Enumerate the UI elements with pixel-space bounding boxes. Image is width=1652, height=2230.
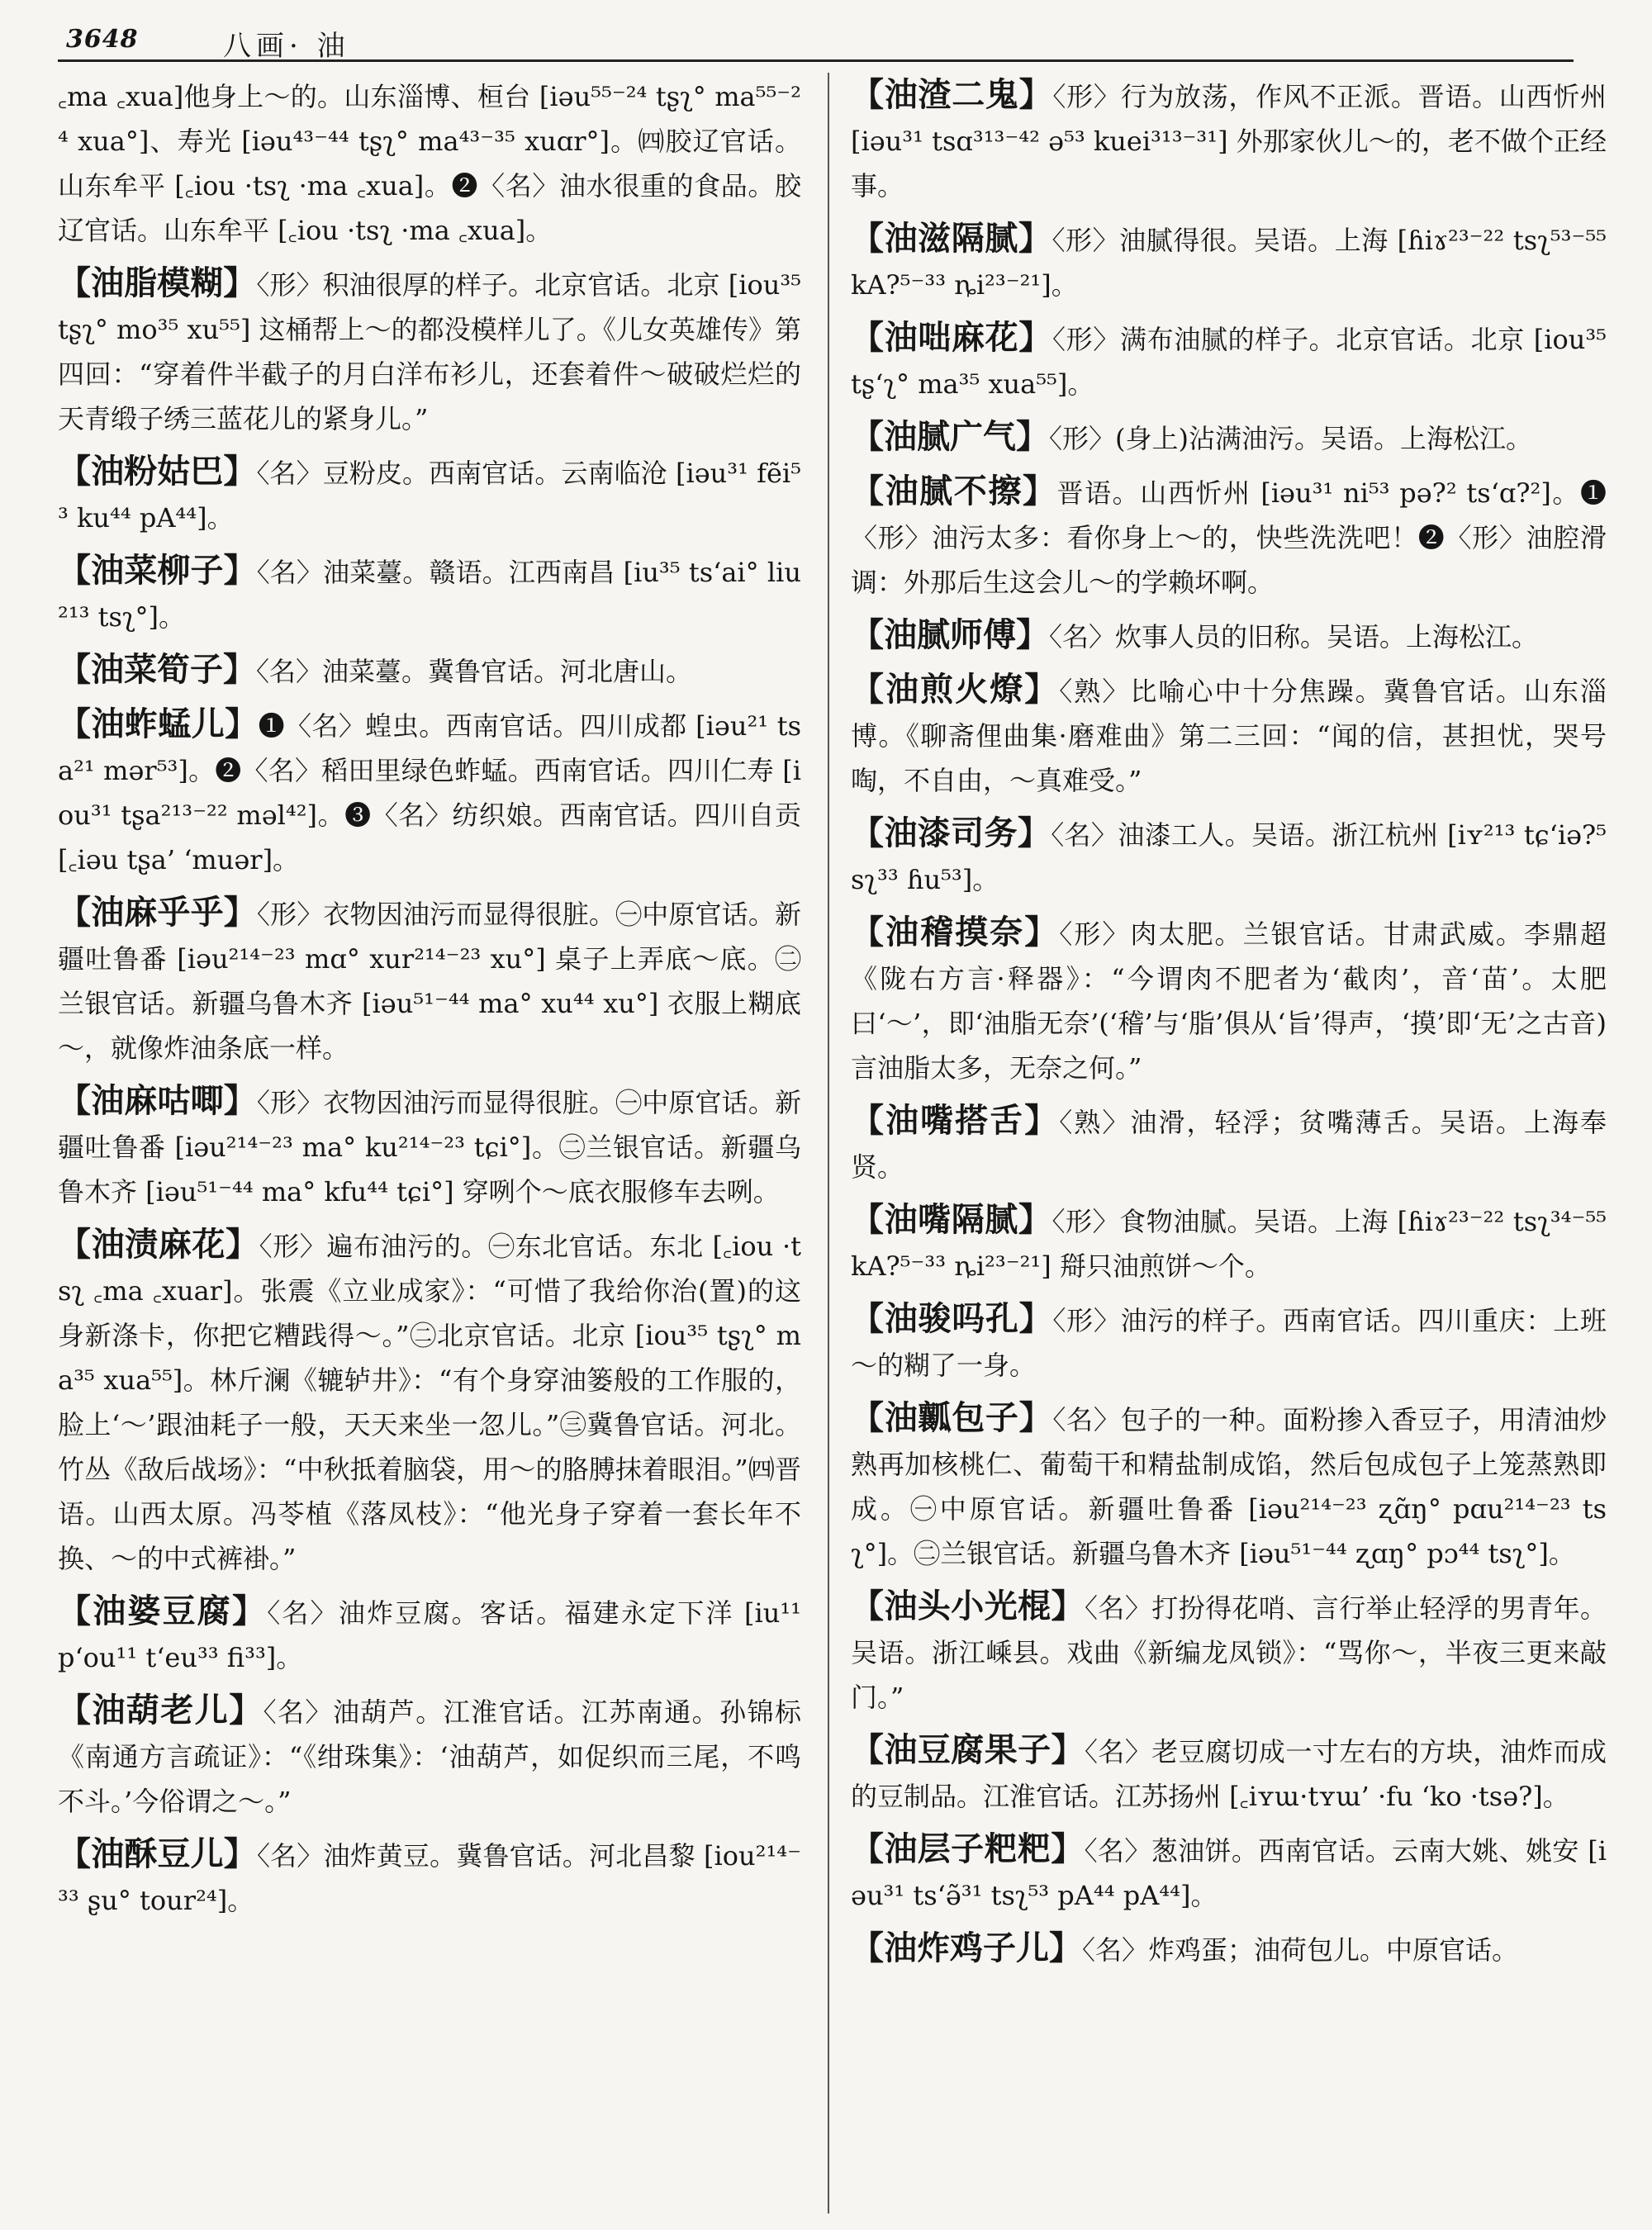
dictionary-entry: [851, 910, 1607, 1090]
dictionary-entry: [58, 449, 801, 540]
entry-headword: 【油麻咕唧】: [58, 1081, 257, 1120]
dictionary-entry: [851, 1926, 1607, 1972]
entry-definition: 〈形〉衣物因油污而显得很脏。㊀中原官话。新疆吐鲁番 [iəu²¹⁴⁻²³ ma° ku²¹⁴⁻²³ tɕi°]。㊁兰银官话。新疆乌鲁木齐 [iəu⁵¹⁻⁴⁴ ma° kfu⁴⁴ tɕi°] 穿咧个～底衣服修车去咧。: [58, 1087, 801, 1208]
entry-definition: ꜀ma ꜀xua]他身上～的。山东淄博、桓台 [iəu⁵⁵⁻²⁴ tʂʅ° ma⁵⁵⁻²⁴ xua°]、寿光 [iəu⁴³⁻⁴⁴ tʂʅ° ma⁴³⁻³⁵ xuɑr°]。㈣胶辽官话。山东牟平 [꜀iou ·tsʅ ·ma ꜀xua]。❷〈名〉油水很重的食品。胶辽官话。山东牟平 [꜀iou ·tsʅ ·ma ꜀xua]。: [58, 81, 801, 246]
entry-definition: 〈名〉葱油饼。西南官话。云南大姚、姚安 [iəu³¹ ts‘ə̃³¹ tsʅ⁵³ pA⁴⁴ pA⁴⁴]。: [851, 1835, 1607, 1911]
entry-definition: 〈形〉(身上)沾满油污。吴语。上海松江。: [1049, 423, 1532, 454]
entry-headword: 【油炸鸡子儿】: [851, 1929, 1082, 1967]
dictionary-entry: [851, 1827, 1607, 1918]
dictionary-entry: [58, 1222, 801, 1581]
dictionary-entry: [58, 548, 801, 639]
dictionary-entry: [851, 1198, 1607, 1288]
dictionary-entry: [851, 415, 1607, 461]
entry-definition: 〈名〉打扮得花哨、言行举止轻浮的男青年。吴语。浙江嵊县。戏曲《新编龙凤锁》：“骂你～，半夜三更来敲门。”: [851, 1592, 1607, 1713]
entry-headword: 【油脂模糊】: [58, 263, 257, 302]
entry-headword: 【油滋隔腻】: [851, 219, 1052, 258]
entry-headword: 【油漆司务】: [851, 814, 1051, 852]
right-column: [851, 73, 1607, 2222]
dictionary-entry: [851, 216, 1607, 307]
entry-headword: 【油婆豆腐】: [58, 1592, 268, 1630]
entry-headword: 【油腻不擦】: [851, 472, 1057, 510]
dictionary-entry: [58, 702, 801, 882]
entry-definition: 〈名〉炊事人员的旧称。吴语。上海松江。: [1049, 621, 1539, 652]
dictionary-entry: [58, 1832, 801, 1923]
entry-headword: 【油骏吗孔】: [851, 1299, 1053, 1338]
dictionary-entry: [58, 1079, 801, 1214]
entry-headword: 【油蚱蜢儿】: [58, 705, 259, 743]
entry-definition: 〈形〉积油很厚的样子。北京官话。北京 [iou³⁵ tʂʅ° mo³⁵ xu⁵⁵] 这桶帮上～的都没模样儿了。《儿女英雄传》第四回：“穿着件半截子的月白洋布衫儿，还套着件～破破烂烂的天青缎子绣三蓝花儿的紧身儿。”: [58, 269, 801, 434]
entry-definition: 〈形〉油污的样子。西南官话。四川重庆：上班～的糊了一身。: [851, 1305, 1607, 1381]
entry-definition: 〈名〉豆粉皮。西南官话。云南临沧 [iəu³¹ fẽi⁵³ ku⁴⁴ pA⁴⁴]。: [58, 458, 801, 534]
entry-headword: 【油渍麻花】: [58, 1225, 259, 1264]
entry-headword: 【油稽摸奈】: [851, 913, 1060, 951]
dictionary-entry: [58, 890, 801, 1070]
entry-definition: 〈形〉食物油腻。吴语。上海 [ɦiɤ²³⁻²² tsʅ³⁴⁻⁵⁵ kA?⁵⁻³³ ȵi²³⁻²¹] 搿只油煎饼～个。: [851, 1206, 1607, 1282]
entry-headword: 【油粉姑巴】: [58, 452, 257, 491]
entry-definition: 〈熟〉比喻心中十分焦躁。冀鲁官话。山东淄博。《聊斋俚曲集·磨难曲》第二三回：“闻的信，甚担忧，哭号啕，不自由，～真难受。”: [851, 676, 1607, 796]
entry-definition: 〈名〉油葫芦。江淮官话。江苏南通。孙锦标《南通方言疏证》：“《绀珠集》：‘油葫芦，如促织而三尾，不鸣不斗。’今俗谓之～。”: [58, 1696, 801, 1817]
column-divider: [828, 73, 829, 2213]
entry-headword: 【油嘴搭舌】: [851, 1101, 1060, 1140]
dictionary-entry: [851, 1584, 1607, 1720]
dictionary-entry: [851, 469, 1607, 605]
dictionary-entry: [58, 73, 801, 253]
entry-definition: ❶〈名〉蝗虫。西南官话。四川成都 [iəu²¹ tsa²¹ mər⁵³]。❷〈名〉稻田里绿色蚱蜢。西南官话。四川仁寿 [iou³¹ tʂa²¹³⁻²² məl⁴²]。❸〈名〉纺织娘。西南官话。四川自贡 [꜀iəu tʂa’ ‘muər]。: [58, 710, 801, 875]
entry-definition: 〈形〉遍布油污的。㊀东北官话。东北 [꜀iou ·tsʅ ꜀ma ꜀xuar]。张震《立业成家》：“可惜了我给你治(置)的这身新涤卡，你把它糟践得～。”㊁北京官话。北京 [iou³⁵ tʂʅ° ma³⁵ xua⁵⁵]。林斤澜《辘轳井》：“有个身穿油篓般的工作服的，脸上‘～’跟油耗子一般，天天来坐一忽儿。”㊂冀鲁官话。河北。竹丛《敌后战场》：“中秋抵着脑袋，用～的胳膊抹着眼泪。”㈣晋语。山西太原。冯苓植《落凤枝》：“他光身子穿着一套长年不换、～的中式裤褂。”: [58, 1231, 801, 1574]
section-heading: 八画· 油: [223, 30, 350, 63]
entry-headword: 【油层子粑粑】: [851, 1829, 1085, 1868]
dictionary-entry: [851, 316, 1607, 406]
entry-headword: 【油菜筍子】: [58, 650, 256, 689]
entry-definition: 〈形〉肉太肥。兰银官话。甘肃武威。李鼎超《陇右方言·释器》：“今谓肉不肥者为‘截肉’，音‘苗’。太肥曰‘～’，即‘油脂无奈’(‘稽’与‘脂’俱从‘旨’得声，‘摸’即‘无’之古音)言油脂太多，无奈之何。”: [851, 918, 1607, 1084]
header-rule: [58, 59, 1574, 62]
entry-headword: 【油麻乎乎】: [58, 893, 257, 932]
entry-headword: 【油煎火燎】: [851, 670, 1060, 709]
entry-definition: 〈形〉油腻得很。吴语。上海 [ɦiɤ²³⁻²² tsʅ⁵³⁻⁵⁵ kA?⁵⁻³³ ȵi²³⁻²¹]。: [851, 225, 1607, 301]
dictionary-entry: [58, 648, 801, 694]
entry-headword: 【油豆腐果子】: [851, 1730, 1085, 1769]
entry-definition: 〈形〉满布油腻的样子。北京官话。北京 [iou³⁵ tʂ‘ʅ° ma³⁵ xua⁵⁵]。: [851, 324, 1607, 400]
dictionary-entry: [851, 1297, 1607, 1388]
entry-definition: 〈名〉老豆腐切成一寸左右的方块，油炸而成的豆制品。江淮官话。江苏扬州 [꜀iʏɯ·tʏɯ’ ·fu ‘ko ·tsə?]。: [851, 1736, 1607, 1812]
entry-definition: 〈名〉包子的一种。面粉掺入香豆子，用清油炒熟再加核桃仁、葡萄干和精盐制成馅，然后包成包子上笼蒸熟即成。㊀中原官话。新疆吐鲁番 [iəu²¹⁴⁻²³ ʐɑ̃ŋ° pɑu²¹⁴⁻²³ tsʅ°]。㊁兰银官话。新疆乌鲁木齐 [iəu⁵¹⁻⁴⁴ ʐɑŋ° pɔ⁴⁴ tsʅ°]。: [851, 1404, 1607, 1569]
entry-definition: 〈名〉油漆工人。吴语。浙江杭州 [iʏ²¹³ tɕ‘iə?⁵ sʅ³³ ɦu⁵³]。: [851, 819, 1607, 895]
page-header: [58, 18, 1574, 63]
entry-definition: 〈形〉行为放荡，作风不正派。晋语。山西忻州 [iəu³¹ tsɑ³¹³⁻⁴² ə⁵³ kuei³¹³⁻³¹] 外那家伙儿～的，老不做个正经事。: [851, 81, 1607, 202]
entry-headword: 【油渣二鬼】: [851, 75, 1053, 114]
entry-headword: 【油瓤包子】: [851, 1398, 1053, 1437]
entry-headword: 【油腻广气】: [851, 417, 1049, 456]
dictionary-entry: [851, 1098, 1607, 1189]
entry-headword: 【油菜柳子】: [58, 551, 257, 590]
dictionary-entry: [851, 1396, 1607, 1576]
entry-headword: 【油腻师傅】: [851, 615, 1049, 654]
entry-definition: 〈熟〉油滑，轻浮；贫嘴薄舌。吴语。上海奉贤。: [851, 1107, 1607, 1183]
entry-definition: 〈形〉衣物因油污而显得很脏。㊀中原官话。新疆吐鲁番 [iəu²¹⁴⁻²³ mɑ° xur²¹⁴⁻²³ xu°] 桌子上弄底～底。㊁兰银官话。新疆乌鲁木齐 [iəu⁵¹⁻⁴⁴ ma° xu⁴⁴ xu°] 衣服上糊底～，就像炸油条底一样。: [58, 899, 801, 1064]
entry-definition: 〈名〉油菜薹。冀鲁官话。河北唐山。: [256, 656, 693, 687]
dictionary-entry: [58, 261, 801, 441]
entry-headword: 【油咄麻花】: [851, 318, 1052, 357]
left-column: [58, 73, 801, 2222]
dictionary-entry: [851, 667, 1607, 803]
entry-headword: 【油嘴隔腻】: [851, 1200, 1052, 1239]
dictionary-entry: [58, 1589, 801, 1680]
entry-definition: 〈名〉油炸黄豆。冀鲁官话。河北昌黎 [iou²¹⁴⁻³³ ʂu° tour²⁴]。: [58, 1840, 801, 1916]
dictionary-entry: [58, 1688, 801, 1824]
entry-headword: 【油葫老儿】: [58, 1691, 263, 1729]
page-number: 3648: [66, 25, 139, 54]
dictionary-entry: [851, 613, 1607, 659]
dictionary-entry: [851, 1728, 1607, 1819]
entry-definition: 晋语。山西忻州 [iəu³¹ ni⁵³ pə?² ts‘ɑ?²]。❶〈形〉油污太多：看你身上～的，快些洗洗吧！❷〈形〉油腔滑调：外那后生这会儿～的学赖坏啊。: [851, 477, 1607, 598]
entry-definition: 〈名〉油菜薹。赣语。江西南昌 [iu³⁵ ts‘ai° liu²¹³ tsʅ°]。: [58, 557, 801, 633]
entry-headword: 【油头小光棍】: [851, 1587, 1085, 1625]
entry-definition: 〈名〉油炸豆腐。客话。福建永定下洋 [iu¹¹ p‘ou¹¹ t‘eu³³ fi³³]。: [58, 1597, 801, 1673]
dictionary-entry: [851, 73, 1607, 208]
entry-headword: 【油酥豆儿】: [58, 1834, 257, 1873]
entry-definition: 〈名〉炸鸡蛋；油荷包儿。中原官话。: [1082, 1934, 1519, 1966]
dictionary-entry: [851, 811, 1607, 902]
